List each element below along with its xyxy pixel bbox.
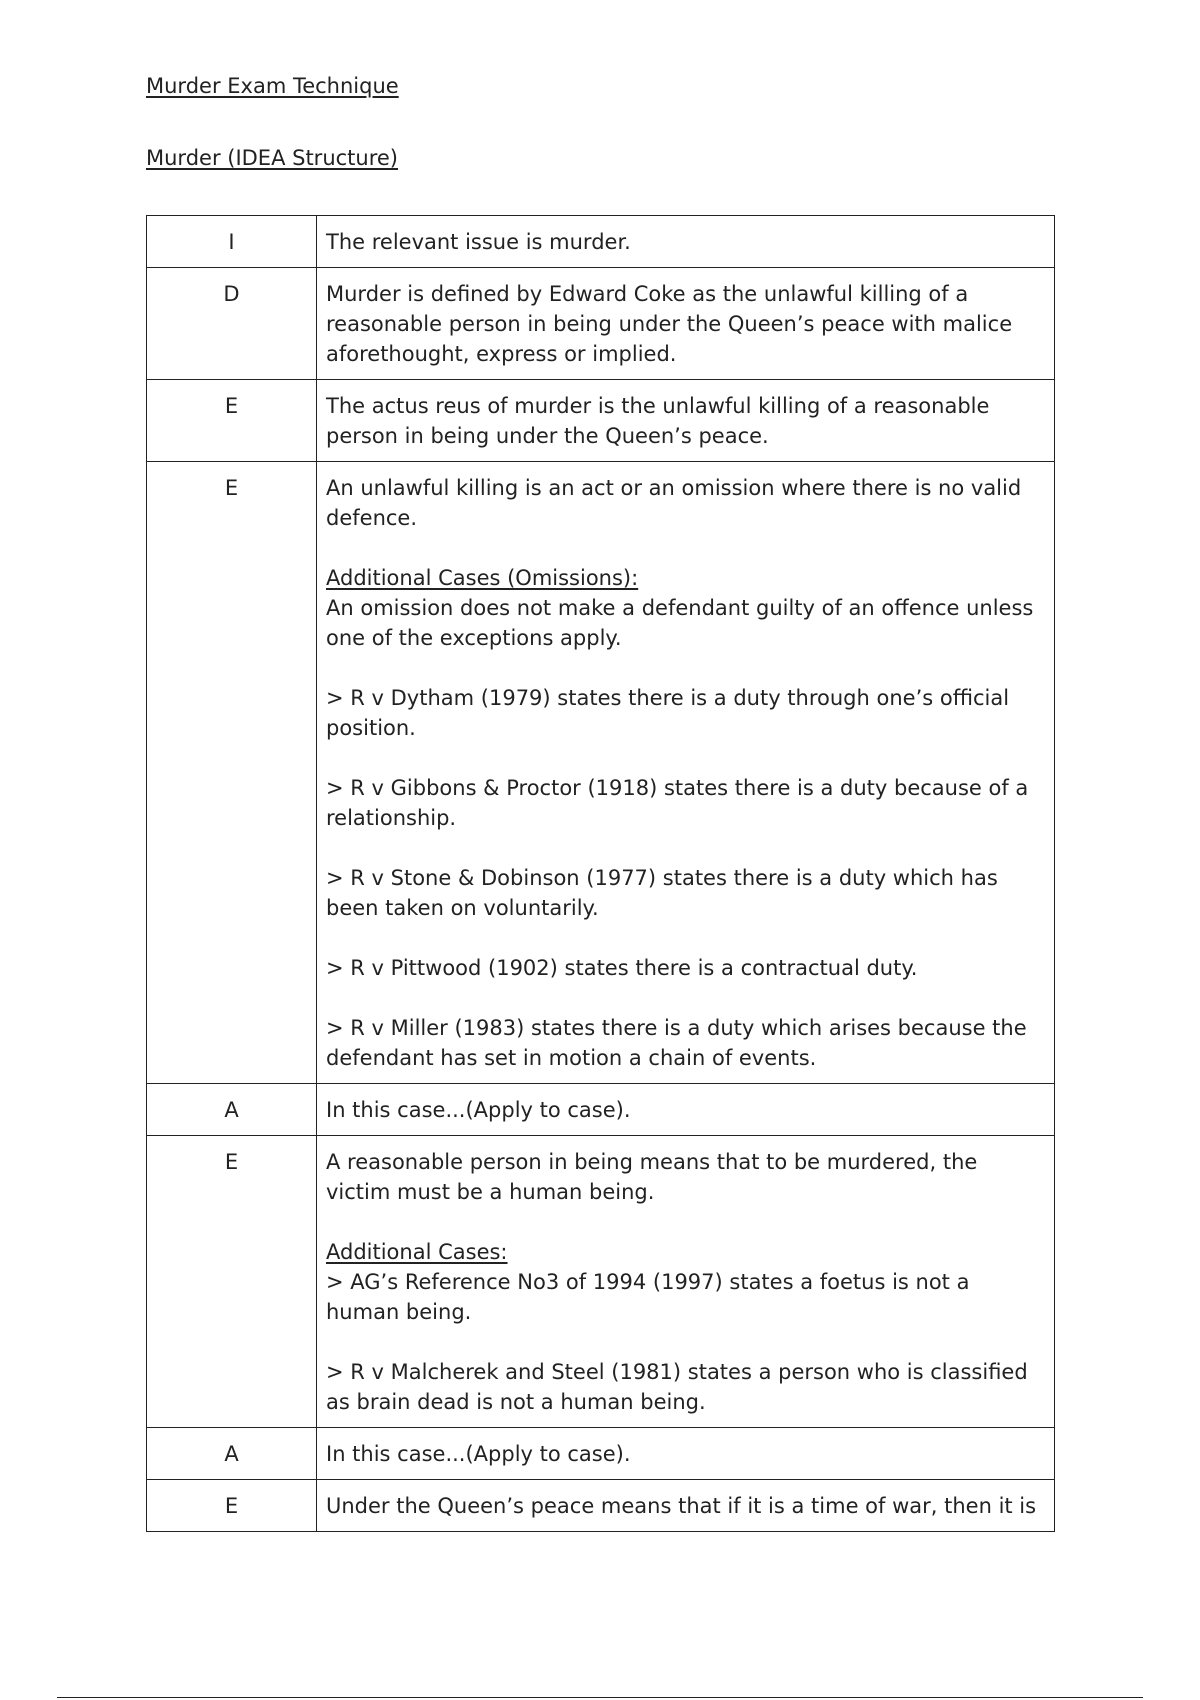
case-item: > R v Malcherek and Steel (1981) states a person who is classified as brain dead is not a human being. <box>326 1360 1028 1414</box>
content-text: Murder is defined by Edward Coke as the unlawful killing of a reasonable person in being under the Queen’s peace with malice aforethought, express or implied. <box>326 282 1013 366</box>
idea-table <box>146 215 1055 1532</box>
case-item: > R v Gibbons & Proctor (1918) states there is a duty because of a relationship. <box>326 776 1029 830</box>
table-row <box>147 462 1055 1084</box>
idea-letter: A <box>147 1428 317 1480</box>
section-title: Murder (IDEA Structure) <box>146 146 398 170</box>
content-text: The actus reus of murder is the unlawful killing of a reasonable person in being under the Queen’s peace. <box>326 394 990 448</box>
content-text: In this case...(Apply to case). <box>326 1098 631 1122</box>
table-row <box>147 1084 1055 1136</box>
idea-content <box>317 1480 1055 1532</box>
table-row <box>147 1428 1055 1480</box>
idea-content <box>317 268 1055 380</box>
case-item: > AG’s Reference No3 of 1994 (1997) states a foetus is not a human being. <box>326 1270 970 1324</box>
page-bottom-rule <box>57 1697 1143 1698</box>
idea-content <box>317 462 1055 1084</box>
idea-letter: E <box>147 1480 317 1532</box>
additional-cases-block <box>326 1237 1045 1327</box>
table-row <box>147 1480 1055 1532</box>
table-row <box>147 380 1055 462</box>
case-item: > R v Miller (1983) states there is a duty which arises because the defendant has set in motion a chain of events. <box>326 1016 1027 1070</box>
table-row <box>147 216 1055 268</box>
case-item: > R v Dytham (1979) states there is a duty through one’s official position. <box>326 686 1010 740</box>
table-row <box>147 1136 1055 1428</box>
content-text: Under the Queen’s peace means that if it is a time of war, then it is <box>326 1494 1037 1518</box>
case-item: > R v Stone & Dobinson (1977) states there is a duty which has been taken on voluntarily. <box>326 866 998 920</box>
content-text: An unlawful killing is an act or an omission where there is no valid defence. <box>326 476 1022 530</box>
content-text: The relevant issue is murder. <box>326 230 631 254</box>
idea-content <box>317 1084 1055 1136</box>
idea-letter: I <box>147 216 317 268</box>
idea-letter: E <box>147 462 317 1084</box>
content-text: An omission does not make a defendant guilty of an offence unless one of the exceptions apply. <box>326 596 1034 650</box>
idea-content <box>317 1428 1055 1480</box>
page-title: Murder Exam Technique <box>146 74 399 98</box>
additional-cases-heading: Additional Cases: <box>326 1240 508 1264</box>
idea-letter: D <box>147 268 317 380</box>
idea-content <box>317 1136 1055 1428</box>
case-item: > R v Pittwood (1902) states there is a contractual duty. <box>326 956 918 980</box>
idea-letter: A <box>147 1084 317 1136</box>
content-text: In this case...(Apply to case). <box>326 1442 631 1466</box>
idea-letter: E <box>147 1136 317 1428</box>
idea-letter: E <box>147 380 317 462</box>
additional-cases-heading: Additional Cases (Omissions): <box>326 566 639 590</box>
idea-content <box>317 216 1055 268</box>
additional-cases-block <box>326 563 1045 653</box>
table-row <box>147 268 1055 380</box>
idea-content <box>317 380 1055 462</box>
content-text: A reasonable person in being means that to be murdered, the victim must be a human being. <box>326 1150 978 1204</box>
